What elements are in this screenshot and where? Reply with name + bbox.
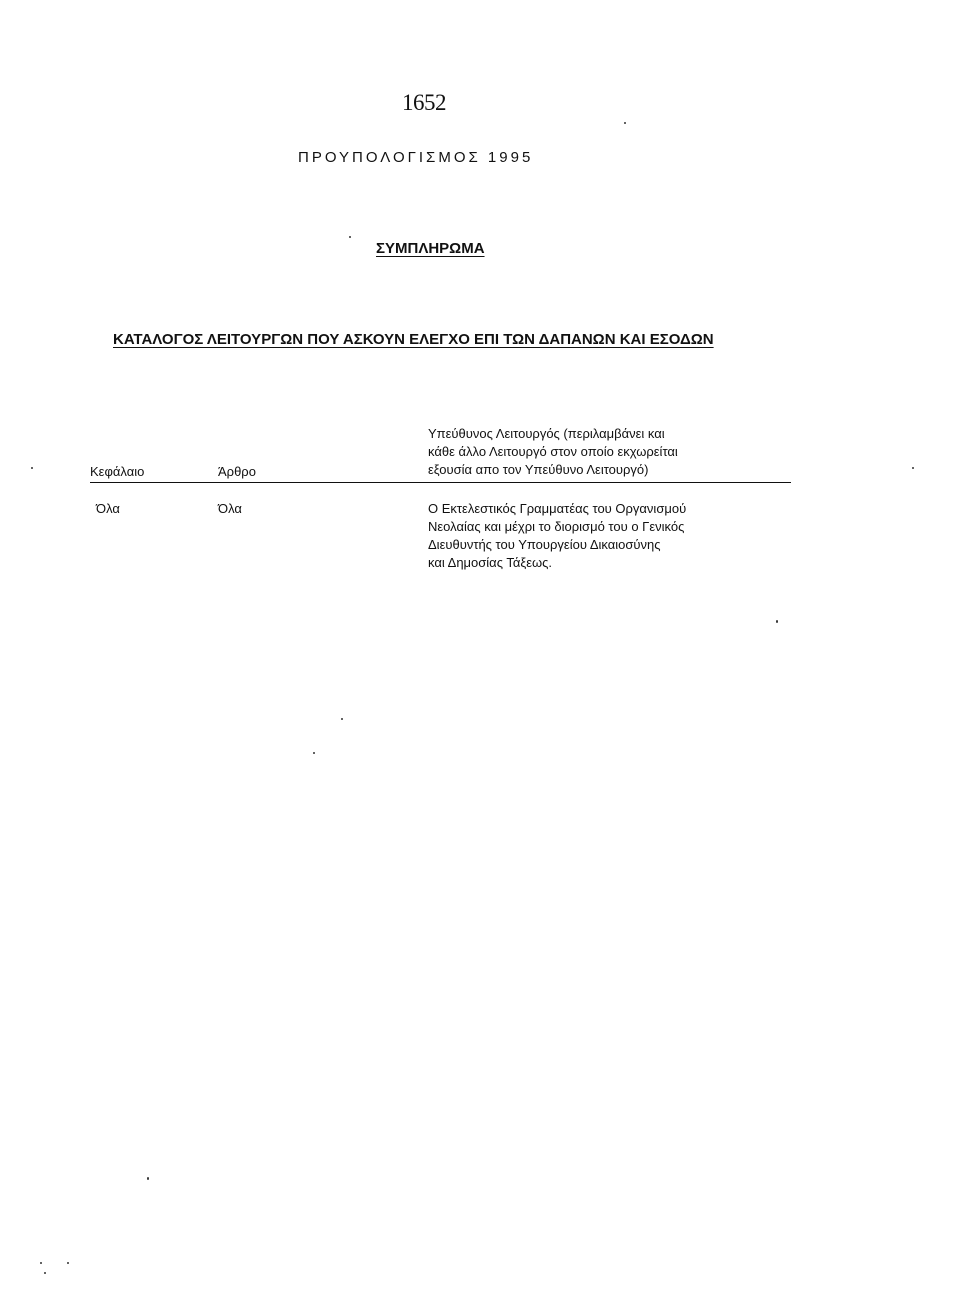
scan-speck — [313, 752, 315, 754]
cell-officer-line: Ο Εκτελεστικός Γραμματέας του Οργανισμού — [428, 501, 687, 516]
cell-article: Όλα — [218, 501, 242, 516]
scan-speck — [67, 1262, 69, 1264]
header-divider — [90, 482, 791, 483]
supplement-title: ΣΥΜΠΛΗΡΩΜΑ — [376, 240, 485, 257]
cell-officer — [428, 500, 768, 572]
scan-speck — [912, 467, 914, 469]
column-header-article: Άρθρο — [218, 464, 256, 479]
scan-speck — [147, 1177, 149, 1180]
column-header-officer — [428, 425, 758, 479]
scan-speck — [31, 467, 33, 469]
cell-officer-line: Διευθυντής του Υπουργείου Δικαιοσύνης — [428, 537, 661, 552]
scan-speck — [776, 620, 778, 623]
cell-officer-line: και Δημοσίας Τάξεως. — [428, 555, 553, 570]
column-header-officer-line: εξουσία απο τον Υπεύθυνο Λειτουργό) — [428, 462, 649, 477]
scan-speck — [44, 1272, 46, 1274]
page-number: 1652 — [402, 90, 446, 115]
column-header-officer-line: κάθε άλλο Λειτουργό στον οποίο εκχωρείται — [428, 444, 678, 459]
cell-chapter: Όλα — [96, 501, 120, 516]
column-header-chapter: Κεφάλαιο — [90, 464, 145, 479]
budget-title: ΠΡΟΥΠΟΛΟΓΙΣΜΟΣ 1995 — [298, 149, 534, 166]
column-header-officer-line: Υπεύθυνος Λειτουργός (περιλαμβάνει και — [428, 426, 665, 441]
list-title: ΚΑΤΑΛΟΓΟΣ ΛΕΙΤΟΥΡΓΩΝ ΠΟΥ ΑΣΚΟΥΝ ΕΛΕΓΧΟ ΕΠΙ ΤΩΝ ΔΑΠΑΝΩΝ ΚΑΙ ΕΣΟΔΩΝ — [113, 331, 714, 348]
scan-speck — [624, 122, 626, 124]
scan-speck — [40, 1262, 42, 1264]
cell-officer-line: Νεολαίας και μέχρι το διορισμό του ο Γενικός — [428, 519, 685, 534]
scan-speck — [349, 236, 351, 238]
scan-speck — [341, 718, 343, 720]
